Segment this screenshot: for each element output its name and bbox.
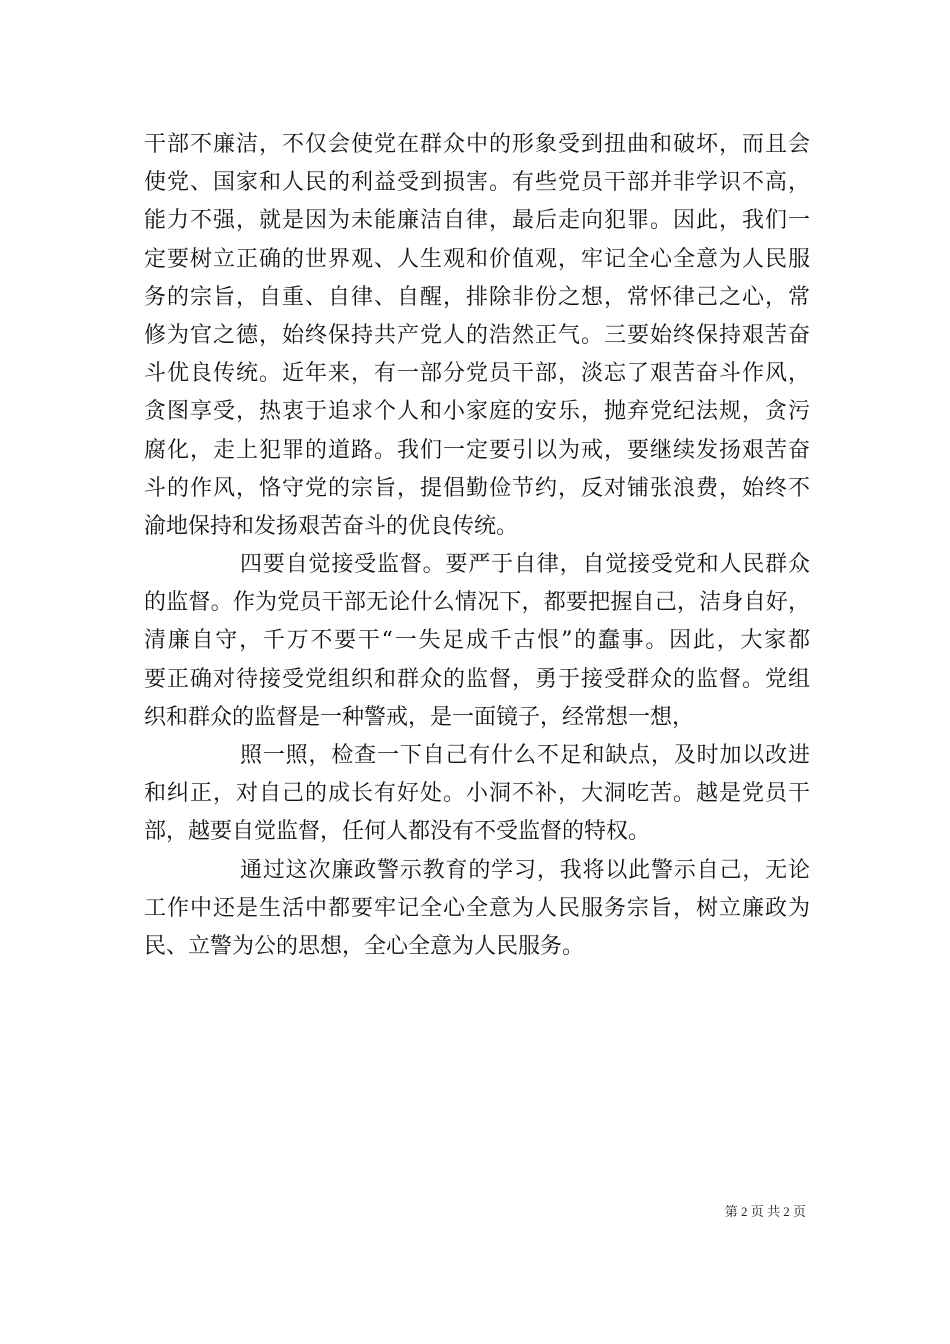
text-line: 的监督。作为党员干部无论什么情况下，都要把握自己，洁身自好， — [144, 590, 810, 616]
text-line: 修为官之德，始终保持共产党人的浩然正气。三要始终保持艰苦奋 — [144, 322, 810, 348]
text-line: 腐化，走上犯罪的道路。我们一定要引以为戒，要继续发扬艰苦奋 — [144, 437, 810, 463]
document-body — [144, 126, 810, 966]
text-line: 使党、国家和人民的利益受到损害。有些党员干部并非学识不高， — [144, 170, 810, 196]
text-line: 织和群众的监督是一种警戒，是一面镜子，经常想一想， — [144, 704, 695, 730]
text-line: 务的宗旨，自重、自律、自醒，排除非份之想，常怀律己之心，常 — [144, 284, 810, 310]
paragraph — [144, 737, 810, 852]
paragraph — [144, 546, 810, 737]
text-line: 通过这次廉政警示教育的学习，我将以此警示自己，无论 — [240, 857, 810, 883]
text-line: 贪图享受，热衷于追求个人和小家庭的安乐，抛弃党纪法规，贪污 — [144, 399, 810, 425]
text-line: 斗的作风，恪守党的宗旨，提倡勤俭节约，反对铺张浪费，始终不 — [144, 475, 810, 501]
text-line: 能力不强，就是因为未能廉洁自律，最后走向犯罪。因此，我们一 — [144, 208, 810, 234]
text-line: 照一照，检查一下自己有什么不足和缺点，及时加以改进 — [240, 743, 810, 768]
paragraph — [144, 852, 810, 967]
page-number-footer: 第 2 页 共 2 页 — [724, 1204, 806, 1219]
text-line: 部，越要自觉监督，任何人都没有不受监督的特权。 — [144, 819, 651, 845]
text-line: 渝地保持和发扬艰苦奋斗的优良传统。 — [144, 513, 519, 539]
text-line: 清廉自守，千万不要干“一失足成千古恨”的蠢事。因此，大家都 — [144, 628, 810, 654]
text-line: 斗优良传统。近年来，有一部分党员干部，淡忘了艰苦奋斗作风， — [144, 361, 810, 387]
text-line: 定要树立正确的世界观、人生观和价值观，牢记全心全意为人民服 — [144, 246, 810, 272]
text-line: 要正确对待接受党组织和群众的监督，勇于接受群众的监督。党组 — [144, 666, 810, 692]
text-line: 四要自觉接受监督。要严于自律，自觉接受党和人民群众 — [240, 552, 810, 578]
text-line: 和纠正，对自己的成长有好处。小洞不补，大洞吃苦。越是党员干 — [144, 781, 810, 807]
paragraph — [144, 126, 810, 546]
text-line: 工作中还是生活中都要牢记全心全意为人民服务宗旨，树立廉政为 — [144, 895, 810, 921]
text-line: 干部不廉洁，不仅会使党在群众中的形象受到扭曲和破坏，而且会 — [144, 132, 810, 157]
text-line: 民、立警为公的思想，全心全意为人民服务。 — [144, 933, 585, 959]
